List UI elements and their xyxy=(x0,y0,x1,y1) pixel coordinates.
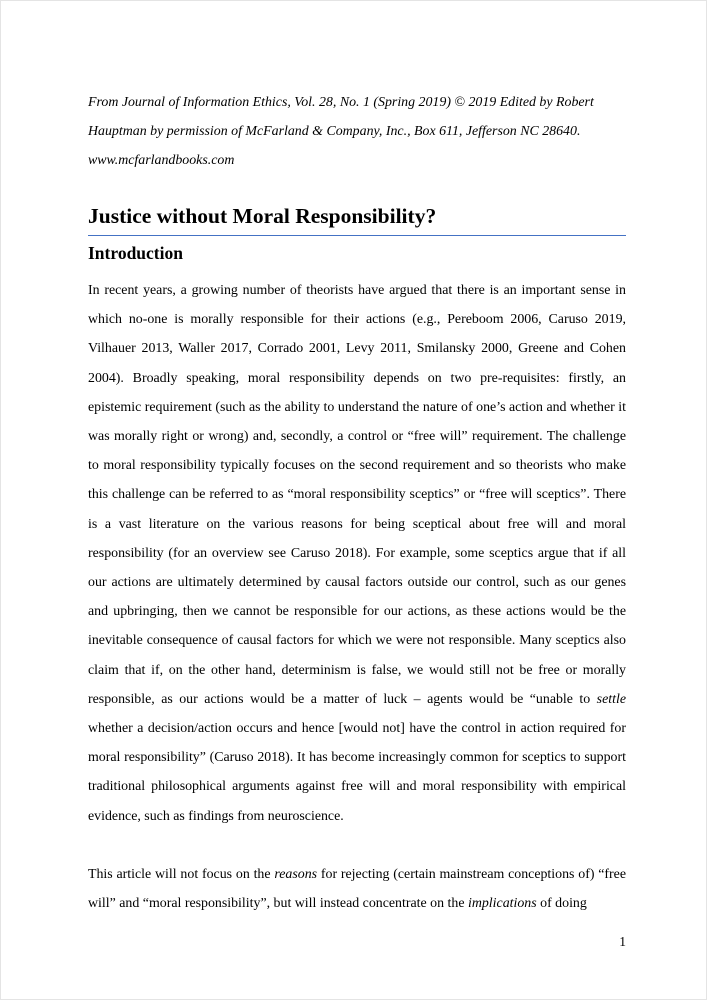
section-heading-introduction: Introduction xyxy=(88,243,183,263)
paragraph-1-run-1: In recent years, a growing number of theorists have argued that there is an important sense in which no-one is morally responsible for their actions (e.g., Pereboom 2006, Caruso 2019, Vilhauer 2013, Waller 2017, Corrado 2001, Levy 2011, Smilansky 2000, Greene and Cohen 2004). Broadly speaking, moral responsibility depends on two pre-requisites: firstly, an epistemic requirement (such as the ability to understand the nature of one’s action and whether it was morally right or wrong) and, secondly, a control or “free will” requirement. The challenge to moral responsibility typically focuses on the second requirement and so theorists who make this challenge can be referred to as “moral responsibility sceptics” or “free will sceptics”. There is a vast literature on the various reasons for being sceptical about free will and moral responsibility (for an overview see Caruso 2018). For example, some sceptics argue that if all our actions are ultimately determined by causal factors outside our control, such as our genes and upbringing, then we cannot be responsible for our actions, as these actions would be the inevitable consequence of causal factors for which we were not responsible. Many sceptics also claim that if, on the other hand, determinism is false, we would still not be free or morally responsible, as our actions would be a matter of luck – agents would be “unable to xyxy=(88,283,626,707)
paragraph-introduction-2 xyxy=(88,860,626,918)
paragraph-1-run-3: whether a decision/action occurs and hence [would not] have the control in action required for moral responsibility” (Caruso 2018). It has become increasingly common for sceptics to support traditional philosophical arguments against free will and moral responsibility with empirical evidence, such as findings from neuroscience. xyxy=(88,721,626,824)
page-number: 1 xyxy=(619,934,626,949)
paragraph-1-run-2-italic: settle xyxy=(596,691,626,707)
copyright-note: From Journal of Information Ethics, Vol. 28, No. 1 (Spring 2019) © 2019 Edited by Robert Hauptman by permission of McFarland & Company, Inc., Box 611, Jefferson NC 28640. www.mcfarlandbooks.com xyxy=(88,95,594,168)
paragraph-2-run-1: This article will not focus on the xyxy=(88,866,275,882)
paragraph-2-run-2-italic: reasons xyxy=(274,866,318,882)
paragraph-2-run-5: of doing xyxy=(536,896,587,912)
paragraph-introduction-1 xyxy=(88,276,626,831)
paragraph-2-run-4-italic: implications xyxy=(467,896,537,912)
paragraph-2-run-3: for rejecting (certain mainstream conceptions of) “free will” and “moral responsibility”, but will instead concentrate on the xyxy=(88,866,626,912)
article-title: Justice without Moral Responsibility? xyxy=(88,204,626,236)
